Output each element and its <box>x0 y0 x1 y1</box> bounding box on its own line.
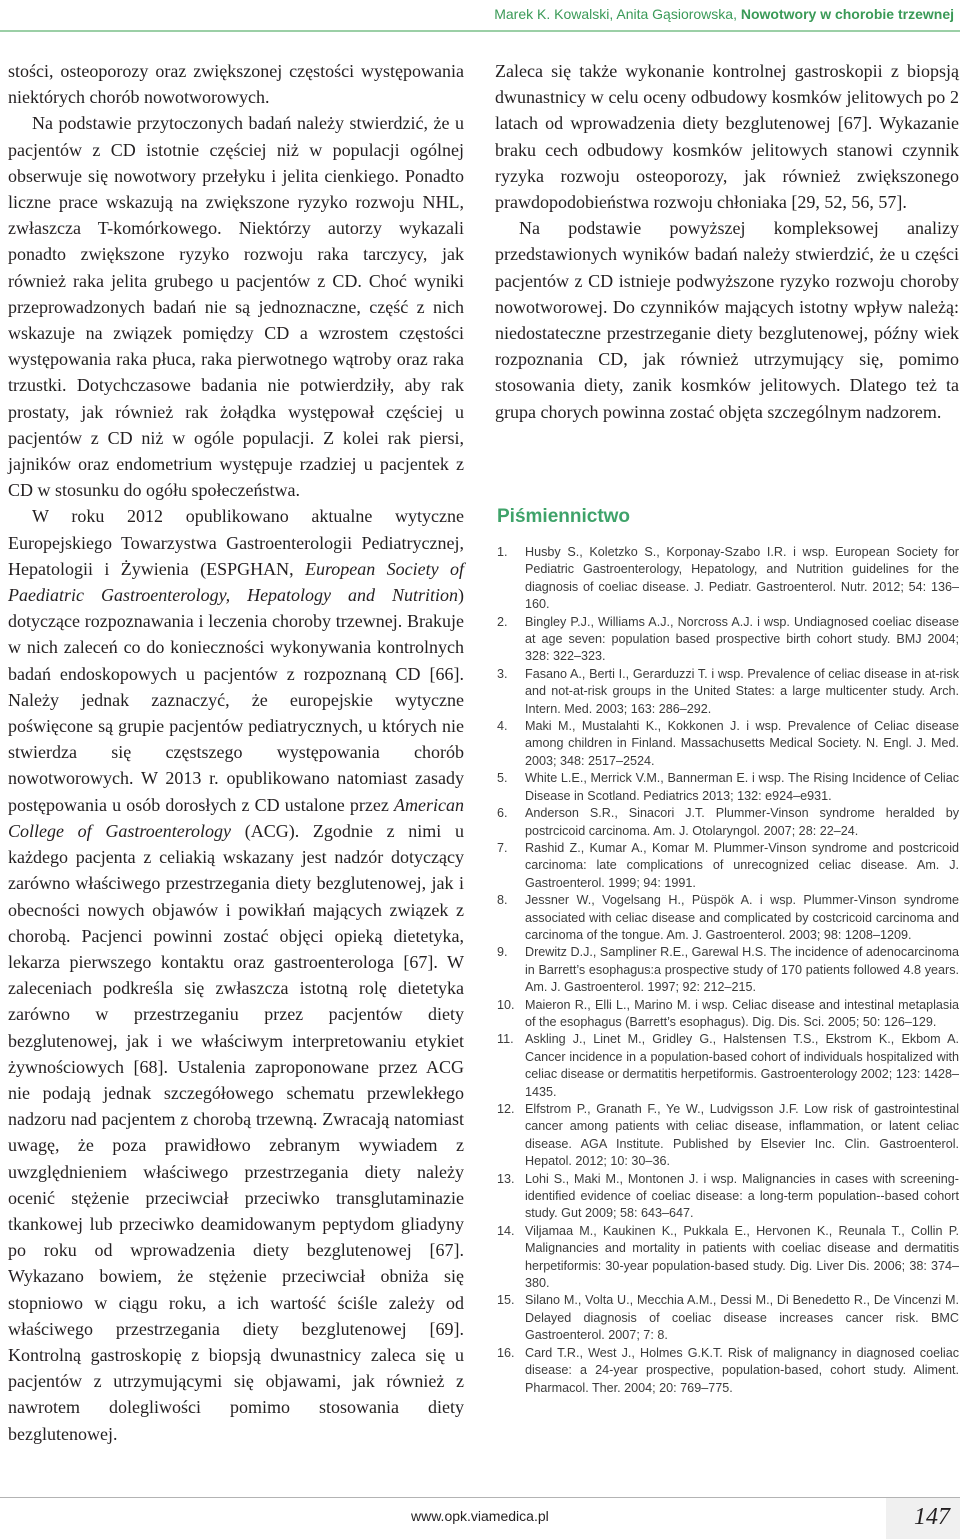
header-title: Nowotwory w chorobie trzewnej <box>740 6 954 22</box>
left-column <box>8 58 464 1447</box>
reference-text: White L.E., Merrick V.M., Bannerman E. i wsp. The Rising Incidence of Celiac Disease in Scotland. Pediatrics 2013; 132: e924–e931. <box>525 771 959 803</box>
reference-number: 1. <box>497 545 508 559</box>
running-header-text <box>494 6 954 22</box>
reference-text: Husby S., Koletzko S., Korponay-Szabo I.R. i wsp. European Society for Pediatric Gastroenterology, Hepatology, and Nutrition guidelines for the diagnosis of coeliac disease. J. Pediatr. Gastroenterol. Nutr. 2012; 54: 136–160. <box>525 545 959 612</box>
reference-number: 6. <box>497 806 508 821</box>
reference-number: 5. <box>497 771 508 786</box>
reference-text: Elfstrom P., Granath F., Ye W., Ludvigsson J.F. Low risk of gastrointestinal cancer among patients with celiac disease, inflammation, or latent celiac disease. AGA Institute. Published by Elsevier Inc. Clin. Gastroenterol. Hepatol. 2012; 10: 30–36. <box>525 1102 959 1169</box>
reference-item <box>497 1345 959 1397</box>
reference-text: Viljamaa M., Kaukinen K., Pukkala E., Hervonen K., Reunala T., Collin P. Malignancies and mortality in patients with coeliac disease and dermatitis herpetiformis: 30-year population-based study. Dig. Liver Dis. 2006; 38: 374–380. <box>525 1223 959 1291</box>
reference-text: Drewitz D.J., Sampliner R.E., Garewal H.S. The incidence of adenocarcinoma in Barrett’s esophagus:a prospective study of 170 patients followed 4.8 years. Am. J. Gastroenterol. 1997; 92: 212–215. <box>525 945 959 995</box>
reference-item <box>497 1292 959 1344</box>
left-paragraph-3 <box>8 503 464 1446</box>
reference-item <box>497 892 959 944</box>
p3-text-c: (ACG). Zgodnie z nimi u każdego pacjenta z celiakią wskazany jest nadzór dotyczący zarówno właściwego przestrzegania diety bezglutenowej, jak i obecności nowych objawów i powikłań mających związek z chorobą. Pacjenci powinni zostać objęci opieką dietetyka, lekarza pierwszego kontaktu oraz gastroenterologa [67]. W zaleceniach podkreśla się zwłaszcza istotną rolę dietetyka zarówno w przestrzeganiu przez pacjentów diety bezglutenowej, jak i we właściwym interpretowaniu etykiet żywnościowych [68]. Ustalenia zaproponowane przez ACG nie podają jednak szczegółowego schematu przewlekłego nadzoru nad pacjentem z chorobą trzewną. Zwracają natomiast uwagę, że poza prawidłowo zebranym wywiadem z uwzględnieniem właściwego przestrzegania diety należy ocenić stężenie przeciwciał przeciwko transglutaminazie tkankowej lub przeciwko deamidowanym peptydom gliadyny po roku od wprowadzenia diety bezglutenowej [67]. Wykazano bowiem, że stężenie przeciwciał obniża się stopniowo w ciągu roku, a ich wartość ściśle zależy od właściwego przestrzegania diety bezglutenowej [69]. Kontrolną gastroskopię z biopsją dwunastnicy zaleca się u pacjentów z utrzymującymi się objawami, jak również z nawrotem dolegliwości pomimo stosowania diety bezglutenowej. <box>8 820 464 1444</box>
reference-text: Jessner W., Vogelsang H., Püspök A. i wsp. Plummer-Vinson syndrome associated with celiac disease and complicated by costcricoid carcinoma and carcinoma of the tongue. Am. J. Gastroenterol. 2003; 98: 1208–1209. <box>525 893 959 942</box>
header-authors: Marek K. Kowalski, Anita Gąsiorowska, <box>494 6 737 22</box>
reference-text: Lohi S., Maki M., Montonen J. i wsp. Malignancies in cases with screening-identified evidence of coeliac disease: a long-term population--based cohort study. Gut 2009; 58: 643–647. <box>525 1171 959 1221</box>
reference-text: Card T.R., West J., Holmes G.K.T. Risk of malignancy in diagnosed coeliac disease: a 24-year prospective, population-based, cohort study. Aliment. Pharmacol. Ther. 2004; 20: 769–775. <box>525 1345 959 1395</box>
reference-number: 7. <box>497 840 508 855</box>
reference-item <box>497 1171 959 1223</box>
page-number: 147 <box>914 1504 950 1530</box>
reference-number: 8. <box>497 893 508 908</box>
reference-item <box>497 1223 959 1293</box>
header-divider <box>0 30 960 32</box>
reference-item <box>497 997 959 1032</box>
reference-number: 16. <box>497 1345 515 1360</box>
reference-text: Fasano A., Berti I., Gerarduzzi T. i wsp. Prevalence of celiac disease in at-risk and not-at-risk groups in the United States: a large multicenter study. Arch. Intern. Med. 2003; 163: 286–292. <box>525 666 959 716</box>
reference-number: 3. <box>497 666 508 681</box>
references-list <box>497 544 959 1397</box>
reference-number: 11. <box>497 1032 514 1047</box>
p3-text-b: ) dotyczące rozpoznawania i leczenia choroby trzewnej. Brakuje w nich zaleceń co do konieczności wykonywania kontrolnych badań endoskopowych u pacjentów z rozpoznaną CD [66]. Należy jednak zaznaczyć, że europejskie wytyczne poświęcone są grupie pacjentów pediatrycznych, u których nie stwierdza się częstszego występowania chorób nowotworowych. W 2013 r. opublikowano natomiast zasady postępowania u osób dorosłych z CD ustalone przez <box>8 585 464 815</box>
references-heading: Piśmiennictwo <box>497 506 631 527</box>
reference-number: 2. <box>497 614 508 629</box>
reference-text: Rashid Z., Kumar A., Komar M. Plummer-Vinson syndrome and postcricoid carcinoma: late complications of unrecognized celiac disease. Am. J. Gastroenterol. 1999; 94: 1991. <box>525 840 959 890</box>
reference-number: 4. <box>497 719 508 734</box>
right-paragraph-1: Zaleca się także wykonanie kontrolnej gastroskopii z biopsją dwunastnicy w celu oceny odbudowy kosmków jelitowych po 2 latach od wprowadzenia diety bezglutenowej [67]. Wykazanie braku cech odbudowy kosmków jelitowych stanowi czynnik ryzyka rozwoju osteoporozy, jak również zwiększonego prawdopodobieństwa rozwoju chłoniaka [29, 52, 56, 57]. <box>495 61 959 213</box>
reference-item <box>497 944 959 996</box>
reference-text: Bingley P.J., Williams A.J., Norcross A.J. i wsp. Undiagnosed coeliac disease at age seven: population based prospective birth cohort study. BMJ 2004; 328: 322–323. <box>525 614 959 664</box>
reference-item <box>497 544 959 614</box>
reference-text: Maieron R., Elli L., Marino M. i wsp. Celiac disease and intestinal metaplasia of the esophagus (Barrett’s esophagus). Dig. Dis. Sci. 2005; 50: 126–129. <box>525 997 959 1029</box>
reference-text: Anderson S.R., Sinacori J.T. Plummer-Vinson syndrome heralded by postrcicoid carcinoma. Am. J. Otolaryngol. 2007; 28: 22–24. <box>525 806 959 838</box>
reference-text: Silano M., Volta U., Mecchia A.M., Dessi M., Di Benedetto R., De Vincenzi M. Delayed diagnosis of coeliac disease increases cancer risk. BMC Gastroenterol. 2007; 7: 8. <box>525 1293 959 1343</box>
right-paragraph-2: Na podstawie powyższej kompleksowej analizy przedstawionych wyników badań należy stwierdzić, że u części pacjentów z CD istnieje podwyższone ryzyko rozwoju choroby nowotworowej. Do czynników mających istotny wpływ należą: niedostateczne przestrzeganie diety bezglutenowej, późny wiek rozpoznania CD, jak również utrzymujący się, pomimo stosowania diety, zanik kosmków jelitowych. Dlatego też ta grupa chorych powinna zostać objęta szczególnym nadzorem. <box>495 218 959 422</box>
reference-item <box>497 718 959 770</box>
left-paragraph-2: Na podstawie przytoczonych badań należy stwierdzić, że u pacjentów z CD istotnie częściej niż w populacji ogólnej obserwuje się nowotwory przełyku i jelita cienkiego. Ponadto liczne prace wskazują na zwiększone ryzyko rozwoju NHL, zwłaszcza T-komórkowego. Niektórzy autorzy wykazali ponadto zwiększone ryzyko rozwoju raka tarczycy, jak również raka jelita grubego u pacjentów z CD. Choć wyniki przeprowadzonych badań nie są jednoznaczne, część z nich wskazuje na związek pomiędzy CD a wzrostem częstości występowania raka płuca, raka pierwotnego wątroby oraz raka trzustki. Dotychczasowe badania nie potwierdziły, aby rak prostaty, jak również rak żołądka występował częściej u pacjentów z CD niż w ogóle populacji. Z kolei rak piersi, jajników oraz endometrium występuje rzadziej u pacjentek z CD w stosunku do ogółu społeczeństwa. <box>8 113 464 501</box>
right-column <box>495 58 959 425</box>
reference-number: 9. <box>497 945 508 960</box>
running-header <box>0 0 960 36</box>
reference-number: 15. <box>497 1293 515 1308</box>
reference-item <box>497 840 959 892</box>
left-paragraph-1: stości, osteoporozy oraz zwiększonej częstości występowania niektórych chorób nowotworowych. <box>8 61 464 108</box>
reference-number: 13. <box>497 1171 515 1186</box>
reference-item <box>497 805 959 840</box>
reference-item <box>497 614 959 666</box>
reference-number: 10. <box>497 997 515 1012</box>
footer-url[interactable]: www.opk.viamedica.pl <box>411 1508 549 1524</box>
reference-item <box>497 770 959 805</box>
p3-text-a: W roku 2012 opublikowano aktualne wytyczne Europejskiego Towarzystwa Gastroenterologii Pediatrycznej, Hepatologii i Żywienia (ESPGHAN, <box>8 506 464 579</box>
reference-text: Maki M., Mustalahti K., Kokkonen J. i wsp. Prevalence of Celiac disease among children in Finland. Massachusetts Medical Society. N. Engl. J. Med. 2003; 348: 2517–2524. <box>525 719 959 768</box>
reference-item <box>497 666 959 718</box>
reference-text: Askling J., Linet M., Gridley G., Halstensen T.S., Ekstrom K., Ekbom A. Cancer incidence in a population-based cohort of individuals hospitalized with celiac disease or dermatitis herpetiformis. Gastroenterology 2002; 123: 1428–1435. <box>525 1032 959 1099</box>
reference-item <box>497 1101 959 1171</box>
p3-italic-acg: American College of Gastroenterology <box>8 794 464 841</box>
footer-divider <box>0 1497 960 1498</box>
p3-italic-espghan: European Society of Paediatric Gastroenterology, Hepatology and Nutrition <box>8 558 465 606</box>
reference-number: 12. <box>497 1102 515 1116</box>
reference-item <box>497 1031 959 1101</box>
reference-number: 14. <box>497 1223 515 1238</box>
